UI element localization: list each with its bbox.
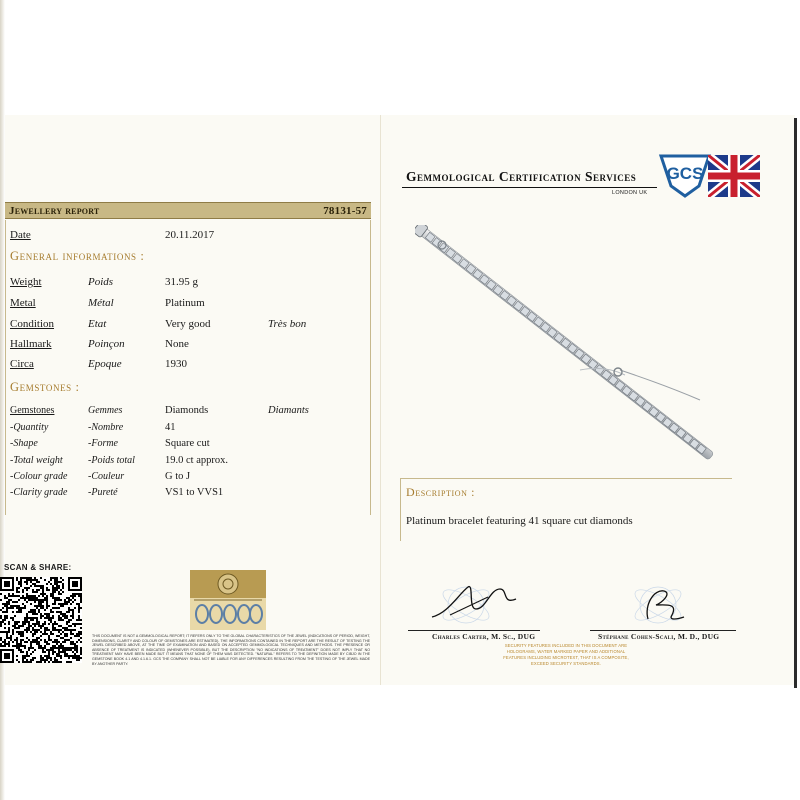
qr-code-icon[interactable] (0, 577, 82, 663)
info-row (10, 338, 370, 352)
signature-charles-carter (428, 575, 528, 630)
gem-label-en: -Shape (10, 438, 38, 449)
signatory-name-1: Charles Carter, M. Sc., DUG (432, 632, 536, 641)
gem-label-fr: Gemmes (88, 405, 123, 416)
info-label-fr: Etat (88, 318, 107, 330)
gemstones-title: Gemstones : (10, 380, 80, 394)
gem-label-fr: -Poids total (88, 455, 135, 466)
gem-value: VS1 to VVS1 (165, 487, 224, 498)
info-row (10, 276, 370, 290)
gem-label-fr: -Pureté (88, 487, 118, 498)
gem-label-fr: -Nombre (88, 422, 124, 433)
info-label-en: Weight (10, 276, 42, 288)
info-label-fr: Poids (88, 276, 114, 288)
info-row (10, 358, 370, 372)
gem-label-fr: -Forme (88, 438, 118, 449)
info-value: 1930 (165, 358, 187, 370)
gem-value: Square cut (165, 438, 210, 449)
signature-line-2 (590, 630, 736, 631)
gem-value: 19.0 ct approx. (165, 455, 228, 466)
info-label-en: Hallmark (10, 338, 52, 350)
info-label-en: Condition (10, 318, 55, 330)
gem-label-en: -Colour grade (10, 471, 68, 482)
logo-lettering: GCS (666, 164, 704, 183)
union-flag-icon (708, 155, 760, 197)
scan-right-edge (794, 118, 797, 688)
report-header-bar (5, 202, 371, 219)
report-type-label: Jewellery report (9, 204, 100, 217)
info-label-fr: Epoque (88, 358, 122, 370)
info-value: Platinum (165, 297, 205, 309)
security-seal-icon (190, 570, 266, 630)
info-label-fr: Métal (88, 297, 114, 309)
right-border-rule (370, 220, 371, 515)
company-location: LONDON UK (612, 190, 648, 196)
description-text: Platinum bracelet featuring 41 square cut diamonds (406, 515, 633, 527)
page-fold (380, 115, 381, 685)
report-number: 78131-57 (323, 204, 367, 217)
gem-value-fr: Diamants (268, 405, 309, 416)
info-value-fr: Très bon (268, 318, 307, 330)
signature-stephane-cohen-scali (618, 575, 718, 630)
disclaimer-text: THIS DOCUMENT IS NOT A GEMMOLOGICAL REPORT; IT REFERS ONLY TO THE GLOBAL CHARACTERISTICS OF THE JEWEL (INDICATIONS OF PERIOD, WEIGHT, DIMENSIONS, CLARITY AND COLOUR OF GEMSTONES ARE ESTIMATED). THE INFORMATIONS CONTAINED IN THE REPORT ARE THE RESULT OF TESTING THE JEWEL DESCRIBED ABOVE, AT THE TIME OF EXAMINATION AND BASED ON ACCEPTED GEMMOLOGICAL TECHNIQUES AND METHODS. THE PRESENCE OR ABSENCE OF TREATMENT IS INDICATED (WHENEVER POSSIBLE), BUT THE DESCRIPTION "NO INDICATIONS OF TREATMENT" DOES NOT IMPLY THAT NO TREATMENT MAY HAVE BEEN MADE BUT IT MEANS THAT NONE OF THEM WAS DETECTED. "NATURAL" REFERS TO THE DEFINITION MADE BY CIBJO IN THE GEMSTONE BOOK 4.1 AND 4.1.6.1. GCS THE COMPANY SHALL NOT BE LIABLE FOR ANY DIFFERENCES RESULTING FROM THE TESTING OF THE JEWEL MADE BY ANOTHER PARTY. (92, 634, 370, 666)
gem-value: G to J (165, 471, 191, 482)
info-label-en: Circa (10, 358, 34, 370)
gem-row (10, 455, 370, 468)
left-border-rule (5, 220, 6, 515)
info-value: Very good (165, 318, 211, 330)
gem-row (10, 471, 370, 484)
info-row (10, 297, 370, 311)
gem-label-en: -Clarity grade (10, 487, 68, 498)
date-row (10, 229, 370, 243)
date-value: 20.11.2017 (165, 229, 215, 241)
info-value: None (165, 338, 189, 350)
security-features-note: SECURITY FEATURES INCLUDED IN THIS DOCUMENT ARE HOLOGRAMS, WATER MARKED PAPER AND ADDITIONAL FEATURES INCLUDING MICROTEXT, THAT IS A COMPOSITE, EXCEED SECURITY STANDARDS. (503, 643, 629, 666)
company-underline (402, 187, 657, 188)
general-informations-title: General informations : (10, 249, 145, 263)
info-label-fr: Poinçon (88, 338, 125, 350)
gem-label-fr: -Couleur (88, 471, 125, 482)
gem-value: Diamonds (165, 405, 209, 416)
gem-row (10, 438, 370, 451)
signatory-name-2: Stéphane Cohen-Scali, M. D., DUG (598, 632, 720, 641)
gem-value: 41 (165, 422, 176, 433)
gem-label-en: -Quantity (10, 422, 49, 433)
gem-row (10, 422, 370, 435)
info-row (10, 318, 370, 332)
scan-share-label: SCAN & SHARE: (4, 563, 72, 572)
description-title: Description : (406, 485, 476, 499)
description-rule (400, 505, 401, 541)
gemstones-header-row (10, 405, 370, 418)
gem-row (10, 487, 370, 500)
gem-label-en: -Total weight (10, 455, 63, 466)
info-label-en: Metal (10, 297, 36, 309)
signature-line-1 (408, 630, 540, 631)
bracelet-photo (415, 225, 725, 465)
company-name: Gemmological Certification Services (406, 169, 637, 184)
gcs-logo-icon (655, 152, 715, 198)
gem-label-en: Gemstones (10, 405, 55, 416)
info-value: 31.95 g (165, 276, 198, 288)
date-label: Date (10, 229, 31, 241)
